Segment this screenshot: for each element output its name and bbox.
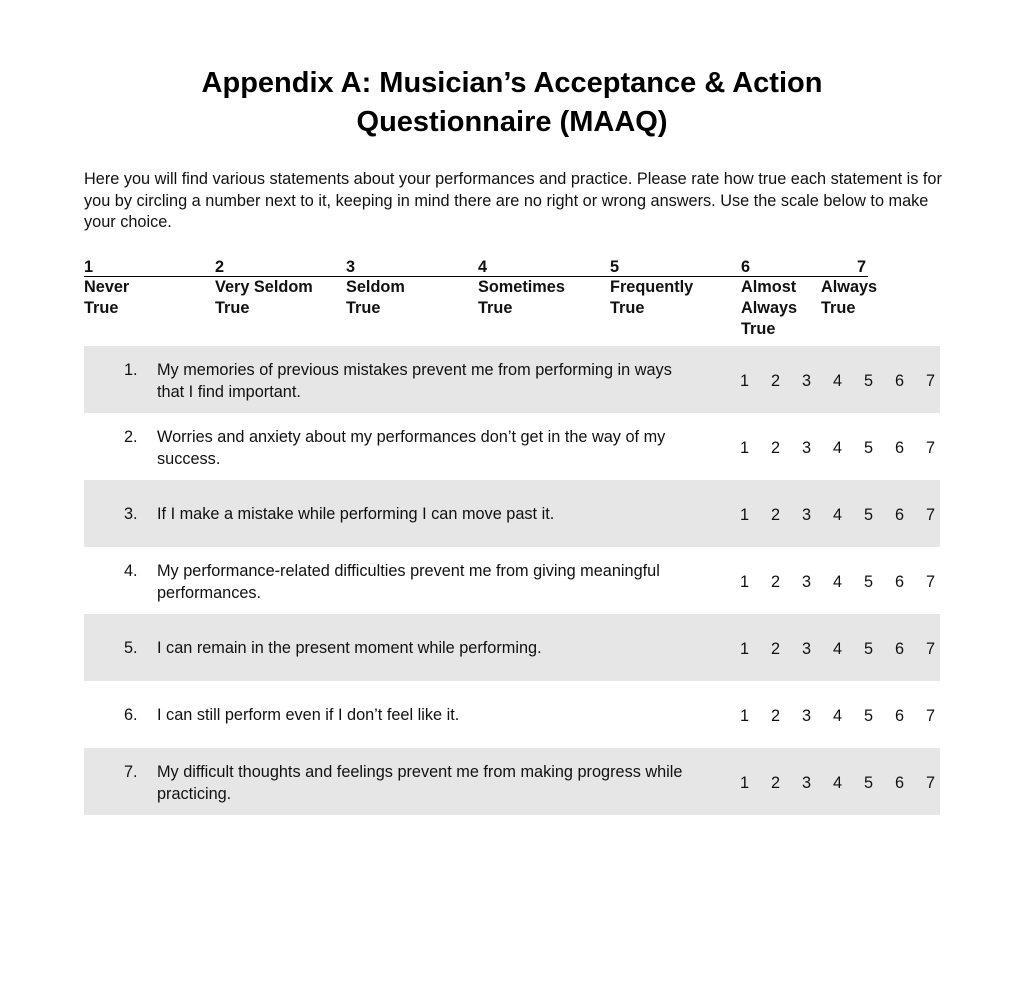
question-number: 2. [124,428,138,446]
rating-option-3[interactable]: 3 [801,707,812,725]
question-number: 5. [124,639,138,657]
question-text: I can still perform even if I don’t feel like it. [157,706,460,724]
rating-option-3[interactable]: 3 [801,573,812,591]
rating-option-3[interactable]: 3 [801,774,812,792]
rating-option-3[interactable]: 3 [801,439,812,457]
scale-item-4 [478,258,565,319]
rating-option-2[interactable]: 2 [770,774,781,792]
rating-option-7[interactable]: 7 [925,439,936,457]
rating-option-2[interactable]: 2 [770,506,781,524]
rating-option-6[interactable]: 6 [894,573,905,591]
rating-options [729,772,946,794]
question-text: I can remain in the present moment while performing. [157,639,542,657]
scale-label: Very Seldom True [215,278,313,317]
rating-option-2[interactable]: 2 [770,372,781,390]
question-list [84,346,940,815]
question-row-7 [84,748,940,815]
question-row-1 [84,346,940,413]
rating-option-7[interactable]: 7 [925,372,936,390]
rating-option-1[interactable]: 1 [739,707,750,725]
scale-label: Frequently True [610,278,694,317]
rating-option-7[interactable]: 7 [925,640,936,658]
page-title-line-2: Questionnaire (MAAQ) [356,106,668,138]
rating-option-6[interactable]: 6 [894,439,905,457]
rating-option-5[interactable]: 5 [863,774,874,792]
rating-option-5[interactable]: 5 [863,372,874,390]
instructions-paragraph: Here you will find various statements about your performances and practice. Please rate how true each statement is for you by circling a number next to it, keeping in mind there are no right or wrong answers. Use the scale below to make your choice. [84,170,942,231]
rating-option-5[interactable]: 5 [863,439,874,457]
question-row-2 [84,413,940,480]
rating-option-4[interactable]: 4 [832,439,843,457]
scale-item-2 [215,258,313,319]
rating-option-6[interactable]: 6 [894,640,905,658]
rating-option-7[interactable]: 7 [925,774,936,792]
rating-options [729,705,946,727]
rating-option-6[interactable]: 6 [894,506,905,524]
scale-item-3 [346,258,405,319]
rating-option-6[interactable]: 6 [894,774,905,792]
rating-option-4[interactable]: 4 [832,372,843,390]
rating-options [729,504,946,526]
rating-option-2[interactable]: 2 [770,707,781,725]
rating-option-2[interactable]: 2 [770,439,781,457]
question-number: 4. [124,562,138,580]
rating-option-5[interactable]: 5 [863,640,874,658]
question-row-4 [84,547,940,614]
scale-value: 7 [857,258,867,276]
rating-option-4[interactable]: 4 [832,573,843,591]
question-number: 1. [124,361,138,379]
scale-value: 3 [346,258,356,276]
question-text: Worries and anxiety about my performances don’t get in the way of my success. [157,428,666,468]
rating-option-4[interactable]: 4 [832,640,843,658]
rating-option-1[interactable]: 1 [739,640,750,658]
rating-option-4[interactable]: 4 [832,774,843,792]
rating-option-3[interactable]: 3 [801,640,812,658]
question-number: 6. [124,706,138,724]
question-text: If I make a mistake while performing I can move past it. [157,505,555,523]
rating-option-5[interactable]: 5 [863,573,874,591]
scale-label: Never True [84,278,130,317]
rating-option-1[interactable]: 1 [739,774,750,792]
scale-label: Sometimes True [478,278,565,317]
rating-option-7[interactable]: 7 [925,573,936,591]
rating-option-1[interactable]: 1 [739,506,750,524]
rating-options [729,638,946,660]
question-row-3 [84,480,940,547]
rating-option-4[interactable]: 4 [832,506,843,524]
rating-option-6[interactable]: 6 [894,372,905,390]
rating-options [729,571,946,593]
rating-options [729,437,946,459]
rating-option-7[interactable]: 7 [925,707,936,725]
scale-item-1 [84,258,129,319]
rating-option-1[interactable]: 1 [739,439,750,457]
rating-option-5[interactable]: 5 [863,707,874,725]
question-text: My performance-related difficulties prevent me from giving meaningful performances. [157,562,660,602]
rating-option-5[interactable]: 5 [863,506,874,524]
rating-option-2[interactable]: 2 [770,573,781,591]
rating-option-1[interactable]: 1 [739,372,750,390]
scale-value: 2 [215,258,225,276]
scale-item-5 [610,258,693,319]
question-number: 7. [124,763,138,781]
scale-value: 4 [478,258,488,276]
rating-option-4[interactable]: 4 [832,707,843,725]
question-row-5 [84,614,940,681]
rating-option-3[interactable]: 3 [801,372,812,390]
scale-label: Almost Always True [741,278,798,338]
question-number: 3. [124,505,138,523]
rating-scale-legend [84,258,878,350]
scale-item-7 [821,258,877,319]
question-text: My difficult thoughts and feelings prevent me from making progress while practicing. [157,763,683,803]
rating-option-6[interactable]: 6 [894,707,905,725]
question-row-6 [84,681,940,748]
question-text: My memories of previous mistakes prevent me from performing in ways that I find important. [157,361,672,401]
rating-option-7[interactable]: 7 [925,506,936,524]
scale-label: Always True [821,278,878,317]
scale-value: 1 [84,258,94,276]
scale-item-6 [741,258,797,340]
page-title-line-1: Appendix A: Musician’s Acceptance & Action [201,67,823,99]
rating-option-1[interactable]: 1 [739,573,750,591]
scale-label: Seldom True [346,278,405,317]
rating-option-2[interactable]: 2 [770,640,781,658]
page-title [0,64,1024,142]
rating-option-3[interactable]: 3 [801,506,812,524]
rating-options [729,370,946,392]
scale-value: 6 [741,258,751,276]
scale-value: 5 [610,258,620,276]
